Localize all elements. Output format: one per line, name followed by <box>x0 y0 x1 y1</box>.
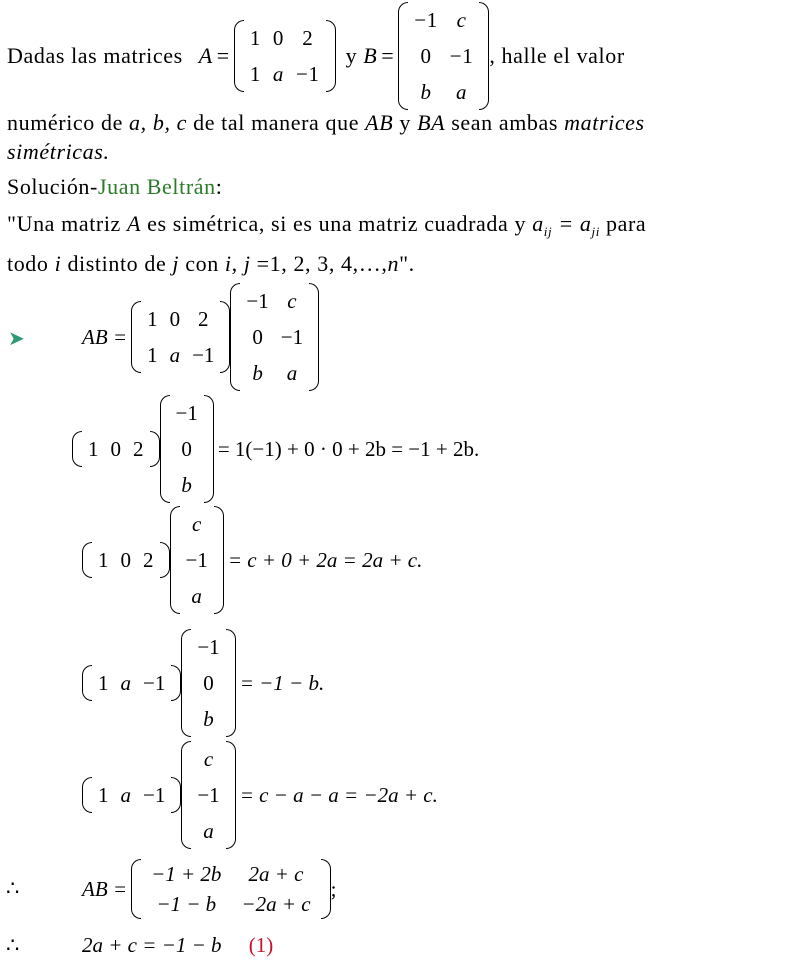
ab22: −2a + c <box>241 892 311 916</box>
ab-left-matrix <box>131 301 230 373</box>
ab-right-matrix <box>230 283 319 391</box>
eq4-c2: −1 <box>197 783 220 807</box>
ab-result-label: AB = <box>82 877 128 901</box>
eq3-r2: a <box>120 671 131 695</box>
eq3-r3: −1 <box>143 671 166 695</box>
eq2-result: = c + 0 + 2a = 2a + c. <box>227 548 423 572</box>
m-b22: −1 <box>280 325 304 349</box>
a22: a <box>272 62 285 86</box>
eq1-col <box>160 395 214 503</box>
def2-b: i <box>54 251 62 276</box>
m-a23: −1 <box>192 343 215 367</box>
eq3-col <box>181 629 235 737</box>
statement-vars: a, b, c <box>129 110 188 135</box>
statement-d: sean ambas <box>445 110 565 135</box>
def2-h: n <box>387 251 400 276</box>
ab-result-matrix <box>131 859 331 919</box>
intro-text: Dadas las matrices <box>7 43 183 68</box>
def-d: para <box>599 211 647 236</box>
a12: 0 <box>272 26 285 50</box>
def2-c: distinto de <box>61 251 173 276</box>
def-b: A <box>127 211 142 236</box>
statement-line-3: simétricas. <box>7 139 110 164</box>
ab11: −1 + 2b <box>151 862 222 886</box>
eq2-r1: 1 <box>98 548 109 572</box>
statement-c: y <box>393 110 418 135</box>
eq4-c1: c <box>203 747 214 771</box>
m-a13: 2 <box>198 307 209 331</box>
equation-1 <box>72 400 479 498</box>
eq1-row <box>72 431 160 467</box>
m-b11: −1 <box>246 289 269 313</box>
final-equation <box>82 933 273 957</box>
eq1-result: = 1(−1) + 0 · 0 + 2b = −1 + 2b. <box>217 437 480 461</box>
def2-g: =1, 2, 3, 4,…, <box>250 251 388 276</box>
solution-heading <box>7 173 222 201</box>
bullet-arrow-icon: ➤ <box>8 328 25 350</box>
eq2-r3: 2 <box>143 548 154 572</box>
b12: c <box>456 8 467 32</box>
ab12: 2a + c <box>248 862 304 886</box>
statement-ab: AB <box>365 110 394 135</box>
def-formula: $a_{ij} = a_{ji}$ <box>532 211 600 239</box>
definition-line-1 <box>7 210 646 246</box>
eq2-c2: −1 <box>185 548 208 572</box>
ab-label: AB = <box>82 325 128 349</box>
solution-colon: : <box>215 174 223 199</box>
b31: b <box>420 80 432 104</box>
eq1-r3: 2 <box>133 437 144 461</box>
definition-line-2 <box>7 250 415 278</box>
m-b21: 0 <box>252 325 263 349</box>
m-a11: 1 <box>147 307 158 331</box>
a23: −1 <box>296 62 320 86</box>
final-eq-number: (1) <box>248 933 274 957</box>
eq2-col <box>170 506 224 614</box>
def2-i: ". <box>399 251 415 276</box>
m-b12: c <box>287 289 297 313</box>
eq3-c1: −1 <box>197 635 220 659</box>
statement-e: matrices <box>564 110 645 135</box>
eq1-r1: 1 <box>88 437 99 461</box>
a21: 1 <box>249 62 261 86</box>
m-b32: a <box>286 361 298 385</box>
eq4-r3: −1 <box>143 783 166 807</box>
m-a21: 1 <box>147 343 158 367</box>
eq4-result: = c − a − a = −2a + c. <box>239 783 438 807</box>
statement-a: numérico de <box>7 110 130 135</box>
equation-3 <box>82 634 324 732</box>
a13: 2 <box>302 26 314 50</box>
statement-b: de tal manera que <box>187 110 366 135</box>
m-b31: b <box>252 361 263 385</box>
therefore-2: ∴ <box>6 933 20 957</box>
a11: 1 <box>249 26 261 50</box>
statement-line <box>7 109 645 137</box>
ab-result <box>82 856 336 922</box>
b11: −1 <box>414 8 438 32</box>
m-a12: 0 <box>169 307 181 331</box>
eq4-r2: a <box>120 783 131 807</box>
ab-product <box>82 286 319 388</box>
matrix-b-name: B <box>363 43 378 68</box>
equation-4 <box>82 746 438 844</box>
eq2-row <box>82 542 170 578</box>
ab21: −1 − b <box>156 892 217 916</box>
eq1-c1: −1 <box>175 401 198 425</box>
eq4-col <box>181 741 235 849</box>
eq3-c2: 0 <box>203 671 214 695</box>
intro-line: Dadas las matrices A = 1 0 2 1 a −1 y B = −1 c 0 −1 b a , halle el valor <box>7 8 625 104</box>
b32: a <box>456 80 468 104</box>
eq4-row <box>82 777 181 813</box>
def-c: es simétrica, si es una matriz cuadrada y <box>141 211 533 236</box>
matrix-b <box>398 2 489 110</box>
intro-y: y <box>345 43 358 68</box>
eq3-r1: 1 <box>98 671 109 695</box>
eq2-r2: 0 <box>120 548 131 572</box>
equation-2 <box>82 511 422 609</box>
b21: 0 <box>420 44 432 68</box>
def2-f: i, j <box>224 251 251 276</box>
statement-ba: BA <box>417 110 446 135</box>
ab-semicolon: ; <box>330 877 337 901</box>
eq1-c2: 0 <box>181 437 192 461</box>
eq3-c3: b <box>203 707 214 731</box>
matrix-a-name: A <box>198 43 213 68</box>
eq1-c3: b <box>181 473 192 497</box>
def-a: "Una matriz <box>7 211 128 236</box>
b22: −1 <box>449 44 474 68</box>
m-a22: a <box>169 343 181 367</box>
eq2-c3: a <box>191 584 202 608</box>
eq1-r2: 0 <box>110 437 121 461</box>
intro-tail: , halle el valor <box>489 43 625 68</box>
eq3-result: = −1 − b. <box>239 671 325 695</box>
matrix-a <box>234 20 336 92</box>
def2-d: j <box>172 251 180 276</box>
final-eq: 2a + c = −1 − b <box>82 933 222 957</box>
eq3-row <box>82 665 181 701</box>
solution-prefix: Solución- <box>7 174 98 199</box>
eq4-c3: a <box>203 819 214 843</box>
therefore-1: ∴ <box>6 876 20 900</box>
eq2-c1: c <box>192 512 202 536</box>
def2-a: todo <box>7 251 55 276</box>
def2-e: con <box>179 251 225 276</box>
eq4-r1: 1 <box>98 783 109 807</box>
solution-author: Juan Beltrán <box>97 174 216 199</box>
